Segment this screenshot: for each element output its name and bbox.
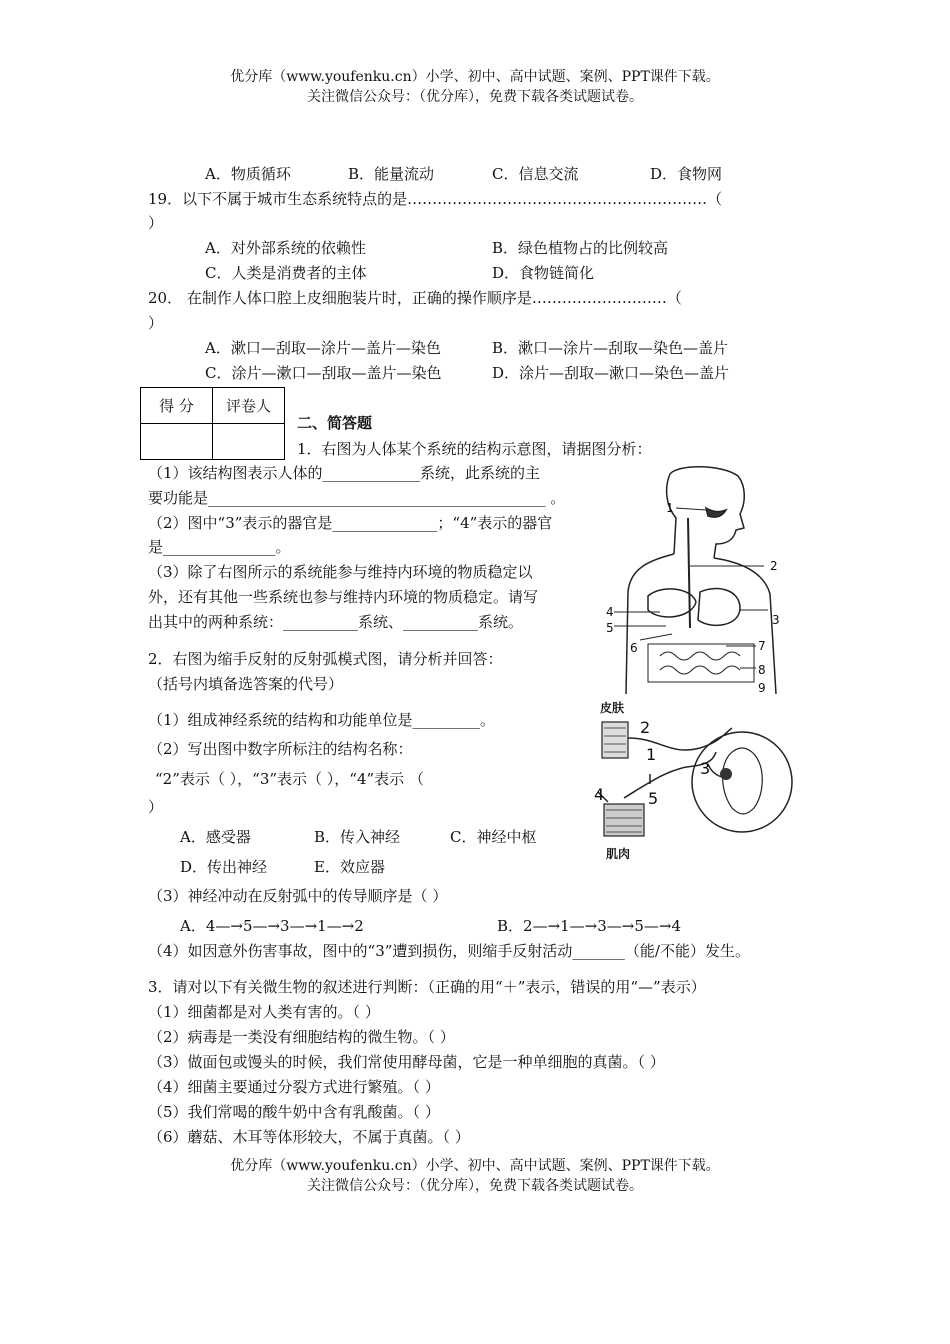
s2q3-item: （6）蘑菇、木耳等体形较大，不属于真菌。（ ） [148,1128,470,1146]
s2q2-option-c: C．神经中枢 [450,828,537,846]
muscle-label: 肌肉 [606,847,631,861]
header-line1: 优分库（www.youfenku.cn）小学、初中、高中试题、案例、PPT课件下载。 [230,69,720,85]
s2q2-p3-option-a: A．4—→5—→3—→1—→2 [180,917,364,935]
fig1-label-3: 3 [772,613,780,627]
s2q2-p3: （3）神经冲动在反射弧中的传导顺序是（ ） [148,887,448,905]
fig1-label-7: 7 [758,639,766,653]
fig2-label-5: 5 [648,789,659,808]
q20-option-b: B．漱口—涂片—刮取—染色—盖片 [492,339,729,357]
interneuron-body [720,768,732,780]
fig1-label-1: 1 [666,501,674,515]
q18-option-d: D．食物网 [650,165,723,183]
section2-title: 二、简答题 [297,414,373,432]
fig1-label-9: 9 [758,681,766,694]
grader-cell[interactable] [213,424,285,460]
q19-option-d: D．食物链简化 [492,264,595,282]
s2q1-p3b: 外，还有其他一些系统也参与维持内环境的物质稳定。请写 [148,588,539,606]
fig2-label-1: 1 [646,745,657,764]
s2q2-option-e: E．效应器 [314,858,385,876]
q18-option-a: A．物质循环 [205,165,291,183]
q20-option-d: D．涂片—刮取—漱口—染色—盖片 [492,364,730,382]
s2q3-intro: 3．请对以下有关微生物的叙述进行判断：（正确的用“＋”表示，错误的用“—”表示） [148,978,706,996]
s2q3-item: （1）细菌都是对人类有害的。（ ） [148,1003,380,1021]
small-intestine [660,652,740,674]
mouth-glands [706,508,726,517]
fig1-label-4: 4 [606,605,614,619]
skin-label: 皮肤 [600,701,625,715]
q19-option-a: A．对外部系统的依赖性 [205,239,366,257]
grader-header: 评卷人 [213,388,285,424]
score-header: 得 分 [141,388,213,424]
s2q1-p2b: 是_______________。 [148,538,291,556]
digestive-system-figure [600,462,800,694]
q18-option-b: B．能量流动 [348,165,435,183]
s2q1-p3c: 出其中的两种系统：__________系统、__________系统。 [148,613,524,631]
leader-6 [640,634,672,640]
skin-patch [602,722,628,758]
footer-line1: 优分库（www.youfenku.cn）小学、初中、高中试题、案例、PPT课件下载。 [230,1158,720,1174]
q18-option-c: C．信息交流 [492,165,579,183]
s2q3-item: （2）病毒是一类没有细胞结构的微生物。（ ） [148,1028,455,1046]
spinal-cord-outline [692,732,792,832]
q19-close: ） [148,214,164,232]
fig2-label-3: 3 [700,759,711,778]
q20-close: ） [148,314,164,332]
s2q1-intro: 1．右图为人体某个系统的结构示意图，请据图分析： [297,440,652,458]
footer-line2: 关注微信公众号：（优分库），免费下载各类试题试卷。 [307,1178,643,1194]
reflex-arc-figure [590,698,795,863]
s2q2-p2b: “2”表示（ ），“3”表示（ ），“4”表示 （ [155,770,424,788]
s2q2-option-a: A．感受器 [180,828,251,846]
fig2-label-4: 4 [594,785,605,804]
leader-1 [676,508,706,510]
fig2-label-2: 2 [640,718,651,737]
s2q2-p1: （1）组成神经系统的结构和功能单位是_________。 [148,711,496,729]
s2q3-item: （4）细菌主要通过分裂方式进行繁殖。（ ） [148,1078,440,1096]
s2q3-item: （3）做面包或馒头的时候，我们常使用酵母菌，它是一种单细胞的真菌。（ ） [148,1053,665,1071]
s2q1-p1b: 要功能是_____________________________________________ 。 [148,489,566,507]
s2q3-item: （5）我们常喝的酸牛奶中含有乳酸菌。（ ） [148,1103,440,1121]
q20-option-a: A．漱口—刮取—涂片—盖片—染色 [205,339,441,357]
s2q2-intro: 2．右图为缩手反射的反射弧模式图，请分析并回答： [148,650,503,668]
s2q2-option-d: D．传出神经 [180,858,268,876]
stomach [698,589,740,626]
s2q1-p2a: （2）图中“3”表示的器官是______________；“4”表示的器官 [148,514,553,532]
q19-option-b: B．绿色植物占的比例较高 [492,239,669,257]
muscle-patch [604,804,644,836]
s2q2-p2: （2）写出图中数字所标注的结构名称： [148,740,413,758]
s2q2-option-b: B．传入神经 [314,828,401,846]
score-cell[interactable] [141,424,213,460]
q20-stem: 20． 在制作人体口腔上皮细胞装片时，正确的操作顺序是………………………（ [148,289,682,307]
s2q2-note: （括号内填备选答案的代号） [148,675,344,693]
score-table [140,387,285,460]
fig1-label-6: 6 [630,641,638,655]
s2q2-p3-option-b: B．2—→1—→3—→5—→4 [497,917,682,935]
fig1-label-5: 5 [606,621,614,635]
left-body-outline [626,554,674,694]
s2q1-p1a: （1）该结构图表示人体的_____________系统，此系统的主 [148,464,541,482]
header-line2: 关注微信公众号：（优分库），免费下载各类试题试卷。 [307,89,643,105]
large-intestine [648,644,754,682]
fig1-label-2: 2 [770,559,778,573]
q20-option-c: C．涂片—漱口—刮取—盖片—染色 [205,364,442,382]
spinal-cord-gray-matter [723,748,763,814]
fig1-label-8: 8 [758,663,766,677]
q19-option-c: C．人类是消费者的主体 [205,264,367,282]
s2q2-p4: （4）如因意外伤害事故，图中的“3”遭到损伤，则缩手反射活动_______（能/不能）发生。 [148,942,750,960]
s2q2-p2c: ） [148,798,164,816]
right-body-outline [714,558,776,694]
s2q1-p3a: （3）除了右图所示的系统能参与维持内环境的物质稳定以 [148,563,533,581]
q19-stem: 19．以下不属于城市生态系统特点的是……………………………………………………（ [148,190,723,208]
